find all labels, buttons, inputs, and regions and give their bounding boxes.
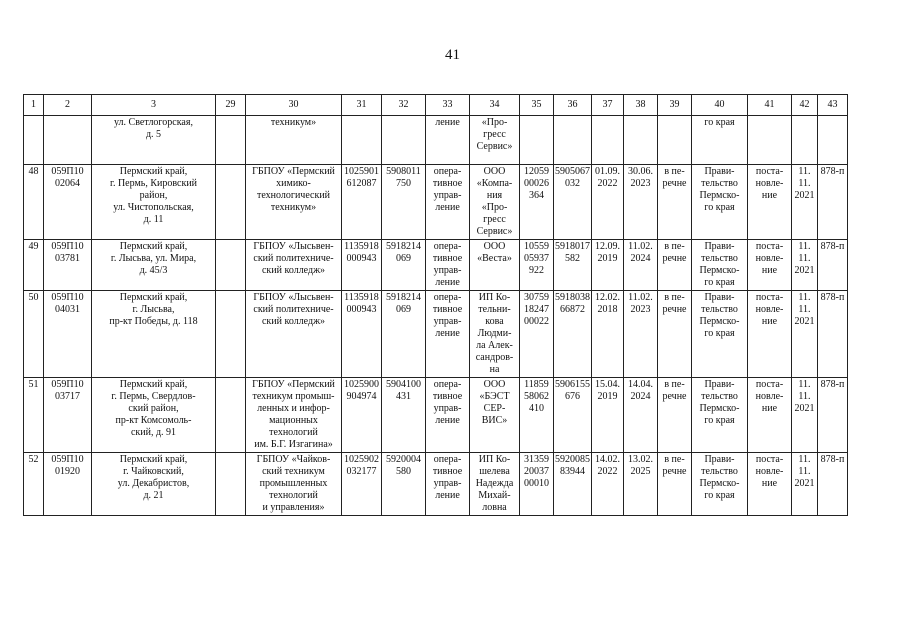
table-cell: 059П10 03717 xyxy=(44,378,92,453)
table-cell: ООО «Компа- ния «Про- гресс Сервис» xyxy=(470,165,520,240)
table-cell: 31359 20037 00010 xyxy=(520,453,554,516)
table-cell: поста- новле- ние xyxy=(748,240,792,291)
table-cell: 11. 11. 2021 xyxy=(792,165,818,240)
table-cell: 059П10 01920 xyxy=(44,453,92,516)
table-cell xyxy=(748,116,792,165)
registry-table xyxy=(23,94,848,516)
column-header: 33 xyxy=(426,95,470,116)
table-cell xyxy=(216,453,246,516)
table-cell: 51 xyxy=(24,378,44,453)
table-cell: в пе- речне xyxy=(658,240,692,291)
table-cell: го края xyxy=(692,116,748,165)
table-cell: поста- новле- ние xyxy=(748,453,792,516)
table-cell: 11.02. 2024 xyxy=(624,240,658,291)
table-cell: ООО «Веста» xyxy=(470,240,520,291)
column-header: 37 xyxy=(592,95,624,116)
table-row xyxy=(24,116,848,165)
column-header: 31 xyxy=(342,95,382,116)
table-cell: 1135918 000943 xyxy=(342,291,382,378)
table-cell xyxy=(216,291,246,378)
table-cell xyxy=(792,116,818,165)
table-cell: поста- новле- ние xyxy=(748,165,792,240)
table-cell: 5905067 032 xyxy=(554,165,592,240)
table-cell: 5904100 431 xyxy=(382,378,426,453)
table-cell: ИП Ко- шелева Надежда Михай- ловна xyxy=(470,453,520,516)
table-cell xyxy=(592,116,624,165)
table-cell: ление xyxy=(426,116,470,165)
table-cell xyxy=(216,240,246,291)
table-cell: 48 xyxy=(24,165,44,240)
table-cell: 878-п xyxy=(818,291,848,378)
table-row xyxy=(24,165,848,240)
column-header: 38 xyxy=(624,95,658,116)
column-header: 36 xyxy=(554,95,592,116)
table-cell: 52 xyxy=(24,453,44,516)
table-cell: Пермский край, г. Пермь, Кировский район, ул. Чистопольская, д. 11 xyxy=(92,165,216,240)
table-cell: 878-п xyxy=(818,453,848,516)
table-cell: ГБПОУ «Лысьвен- ский политехниче- ский колледж» xyxy=(246,291,342,378)
table-cell: в пе- речне xyxy=(658,165,692,240)
column-header: 35 xyxy=(520,95,554,116)
table-cell: 5908011 750 xyxy=(382,165,426,240)
table-cell: 5920085 83944 xyxy=(554,453,592,516)
table-cell: 878-п xyxy=(818,240,848,291)
table-cell: ИП Ко- тельни- кова Людми- ла Алек- сандров- на xyxy=(470,291,520,378)
column-header: 43 xyxy=(818,95,848,116)
table-cell: 11. 11. 2021 xyxy=(792,453,818,516)
table-cell: 5918017 582 xyxy=(554,240,592,291)
table-cell: 059П10 03781 xyxy=(44,240,92,291)
table-cell: опера- тивное управ- ление xyxy=(426,291,470,378)
table-cell: ООО «БЭСТ СЕР- ВИС» xyxy=(470,378,520,453)
table-cell: Прави- тельство Пермско- го края xyxy=(692,291,748,378)
table-cell: 14.02. 2022 xyxy=(592,453,624,516)
table-cell: опера- тивное управ- ление xyxy=(426,378,470,453)
column-header: 3 xyxy=(92,95,216,116)
table-cell: 15.04. 2019 xyxy=(592,378,624,453)
table-cell: Прави- тельство Пермско- го края xyxy=(692,240,748,291)
table-cell: 01.09. 2022 xyxy=(592,165,624,240)
table-cell: 5920004 580 xyxy=(382,453,426,516)
table-cell: поста- новле- ние xyxy=(748,291,792,378)
table-cell: 11.02. 2023 xyxy=(624,291,658,378)
table-cell xyxy=(216,116,246,165)
table-cell: ГБПОУ «Пермский химико- технологический техникум» xyxy=(246,165,342,240)
table-cell: опера- тивное управ- ление xyxy=(426,453,470,516)
table-cell: 1025900 904974 xyxy=(342,378,382,453)
table-cell: Пермский край, г. Пермь, Свердлов- ский район, пр-кт Комсомоль- ский, д. 91 xyxy=(92,378,216,453)
table-cell xyxy=(624,116,658,165)
column-header: 30 xyxy=(246,95,342,116)
table-cell: 5918214 069 xyxy=(382,240,426,291)
table-cell: ул. Светлогорская, д. 5 xyxy=(92,116,216,165)
table-cell: 11. 11. 2021 xyxy=(792,240,818,291)
table-cell: 1025902 032177 xyxy=(342,453,382,516)
table-cell: Прави- тельство Пермско- го края xyxy=(692,378,748,453)
table-cell: 49 xyxy=(24,240,44,291)
table-cell: 13.02. 2025 xyxy=(624,453,658,516)
table-cell: 30759 18247 00022 xyxy=(520,291,554,378)
table-cell xyxy=(818,116,848,165)
table-cell: опера- тивное управ- ление xyxy=(426,165,470,240)
table-cell: 1135918 000943 xyxy=(342,240,382,291)
table-cell: 1025901 612087 xyxy=(342,165,382,240)
table-cell: 50 xyxy=(24,291,44,378)
table-cell: Пермский край, г. Чайковский, ул. Декабристов, д. 21 xyxy=(92,453,216,516)
column-header: 29 xyxy=(216,95,246,116)
table-row xyxy=(24,291,848,378)
column-header: 1 xyxy=(24,95,44,116)
table-cell xyxy=(216,378,246,453)
table-cell xyxy=(520,116,554,165)
column-header: 2 xyxy=(44,95,92,116)
table-cell: 878-п xyxy=(818,378,848,453)
column-header: 32 xyxy=(382,95,426,116)
table-cell xyxy=(24,116,44,165)
table-cell: 10559 05937 922 xyxy=(520,240,554,291)
table-cell: 5906155 676 xyxy=(554,378,592,453)
column-header: 39 xyxy=(658,95,692,116)
table-cell: Прави- тельство Пермско- го края xyxy=(692,453,748,516)
column-header: 41 xyxy=(748,95,792,116)
table-cell: поста- новле- ние xyxy=(748,378,792,453)
table-cell: в пе- речне xyxy=(658,291,692,378)
table-cell: 30.06. 2023 xyxy=(624,165,658,240)
table-cell xyxy=(554,116,592,165)
table-cell: 11. 11. 2021 xyxy=(792,291,818,378)
page-number: 41 xyxy=(445,47,460,63)
table-cell: 14.04. 2024 xyxy=(624,378,658,453)
table-row xyxy=(24,453,848,516)
table-cell: опера- тивное управ- ление xyxy=(426,240,470,291)
column-header: 34 xyxy=(470,95,520,116)
table-cell xyxy=(382,116,426,165)
table-cell: 878-п xyxy=(818,165,848,240)
table-cell: ГБПОУ «Лысьвен- ский политехниче- ский колледж» xyxy=(246,240,342,291)
table-cell: Пермский край, г. Лысьва, пр-кт Победы, д. 118 xyxy=(92,291,216,378)
table-cell xyxy=(216,165,246,240)
table-cell: 11. 11. 2021 xyxy=(792,378,818,453)
table-cell: 12059 00026 364 xyxy=(520,165,554,240)
table-cell: 12.02. 2018 xyxy=(592,291,624,378)
table-cell: 059П10 04031 xyxy=(44,291,92,378)
table-cell: в пе- речне xyxy=(658,453,692,516)
table-cell: в пе- речне xyxy=(658,378,692,453)
table-cell: ГБПОУ «Чайков- ский техникум промышленных технологий и управления» xyxy=(246,453,342,516)
header-row xyxy=(24,95,848,116)
table-cell: 059П10 02064 xyxy=(44,165,92,240)
table-cell: техникум» xyxy=(246,116,342,165)
table-cell xyxy=(342,116,382,165)
table-row xyxy=(24,378,848,453)
table-cell: 11859 58062 410 xyxy=(520,378,554,453)
table-cell: «Про- гресс Сервис» xyxy=(470,116,520,165)
table-cell: Пермский край, г. Лысьва, ул. Мира, д. 45/3 xyxy=(92,240,216,291)
table-cell: 12.09. 2019 xyxy=(592,240,624,291)
table-cell xyxy=(658,116,692,165)
table-cell: ГБПОУ «Пермский техникум промыш- ленных и инфор- мационных технологий им. Б.Г. Изгагина» xyxy=(246,378,342,453)
column-header: 42 xyxy=(792,95,818,116)
column-header: 40 xyxy=(692,95,748,116)
table-cell xyxy=(44,116,92,165)
table-cell: 5918214 069 xyxy=(382,291,426,378)
table-cell: 5918038 66872 xyxy=(554,291,592,378)
table-cell: Прави- тельство Пермско- го края xyxy=(692,165,748,240)
table-row xyxy=(24,240,848,291)
